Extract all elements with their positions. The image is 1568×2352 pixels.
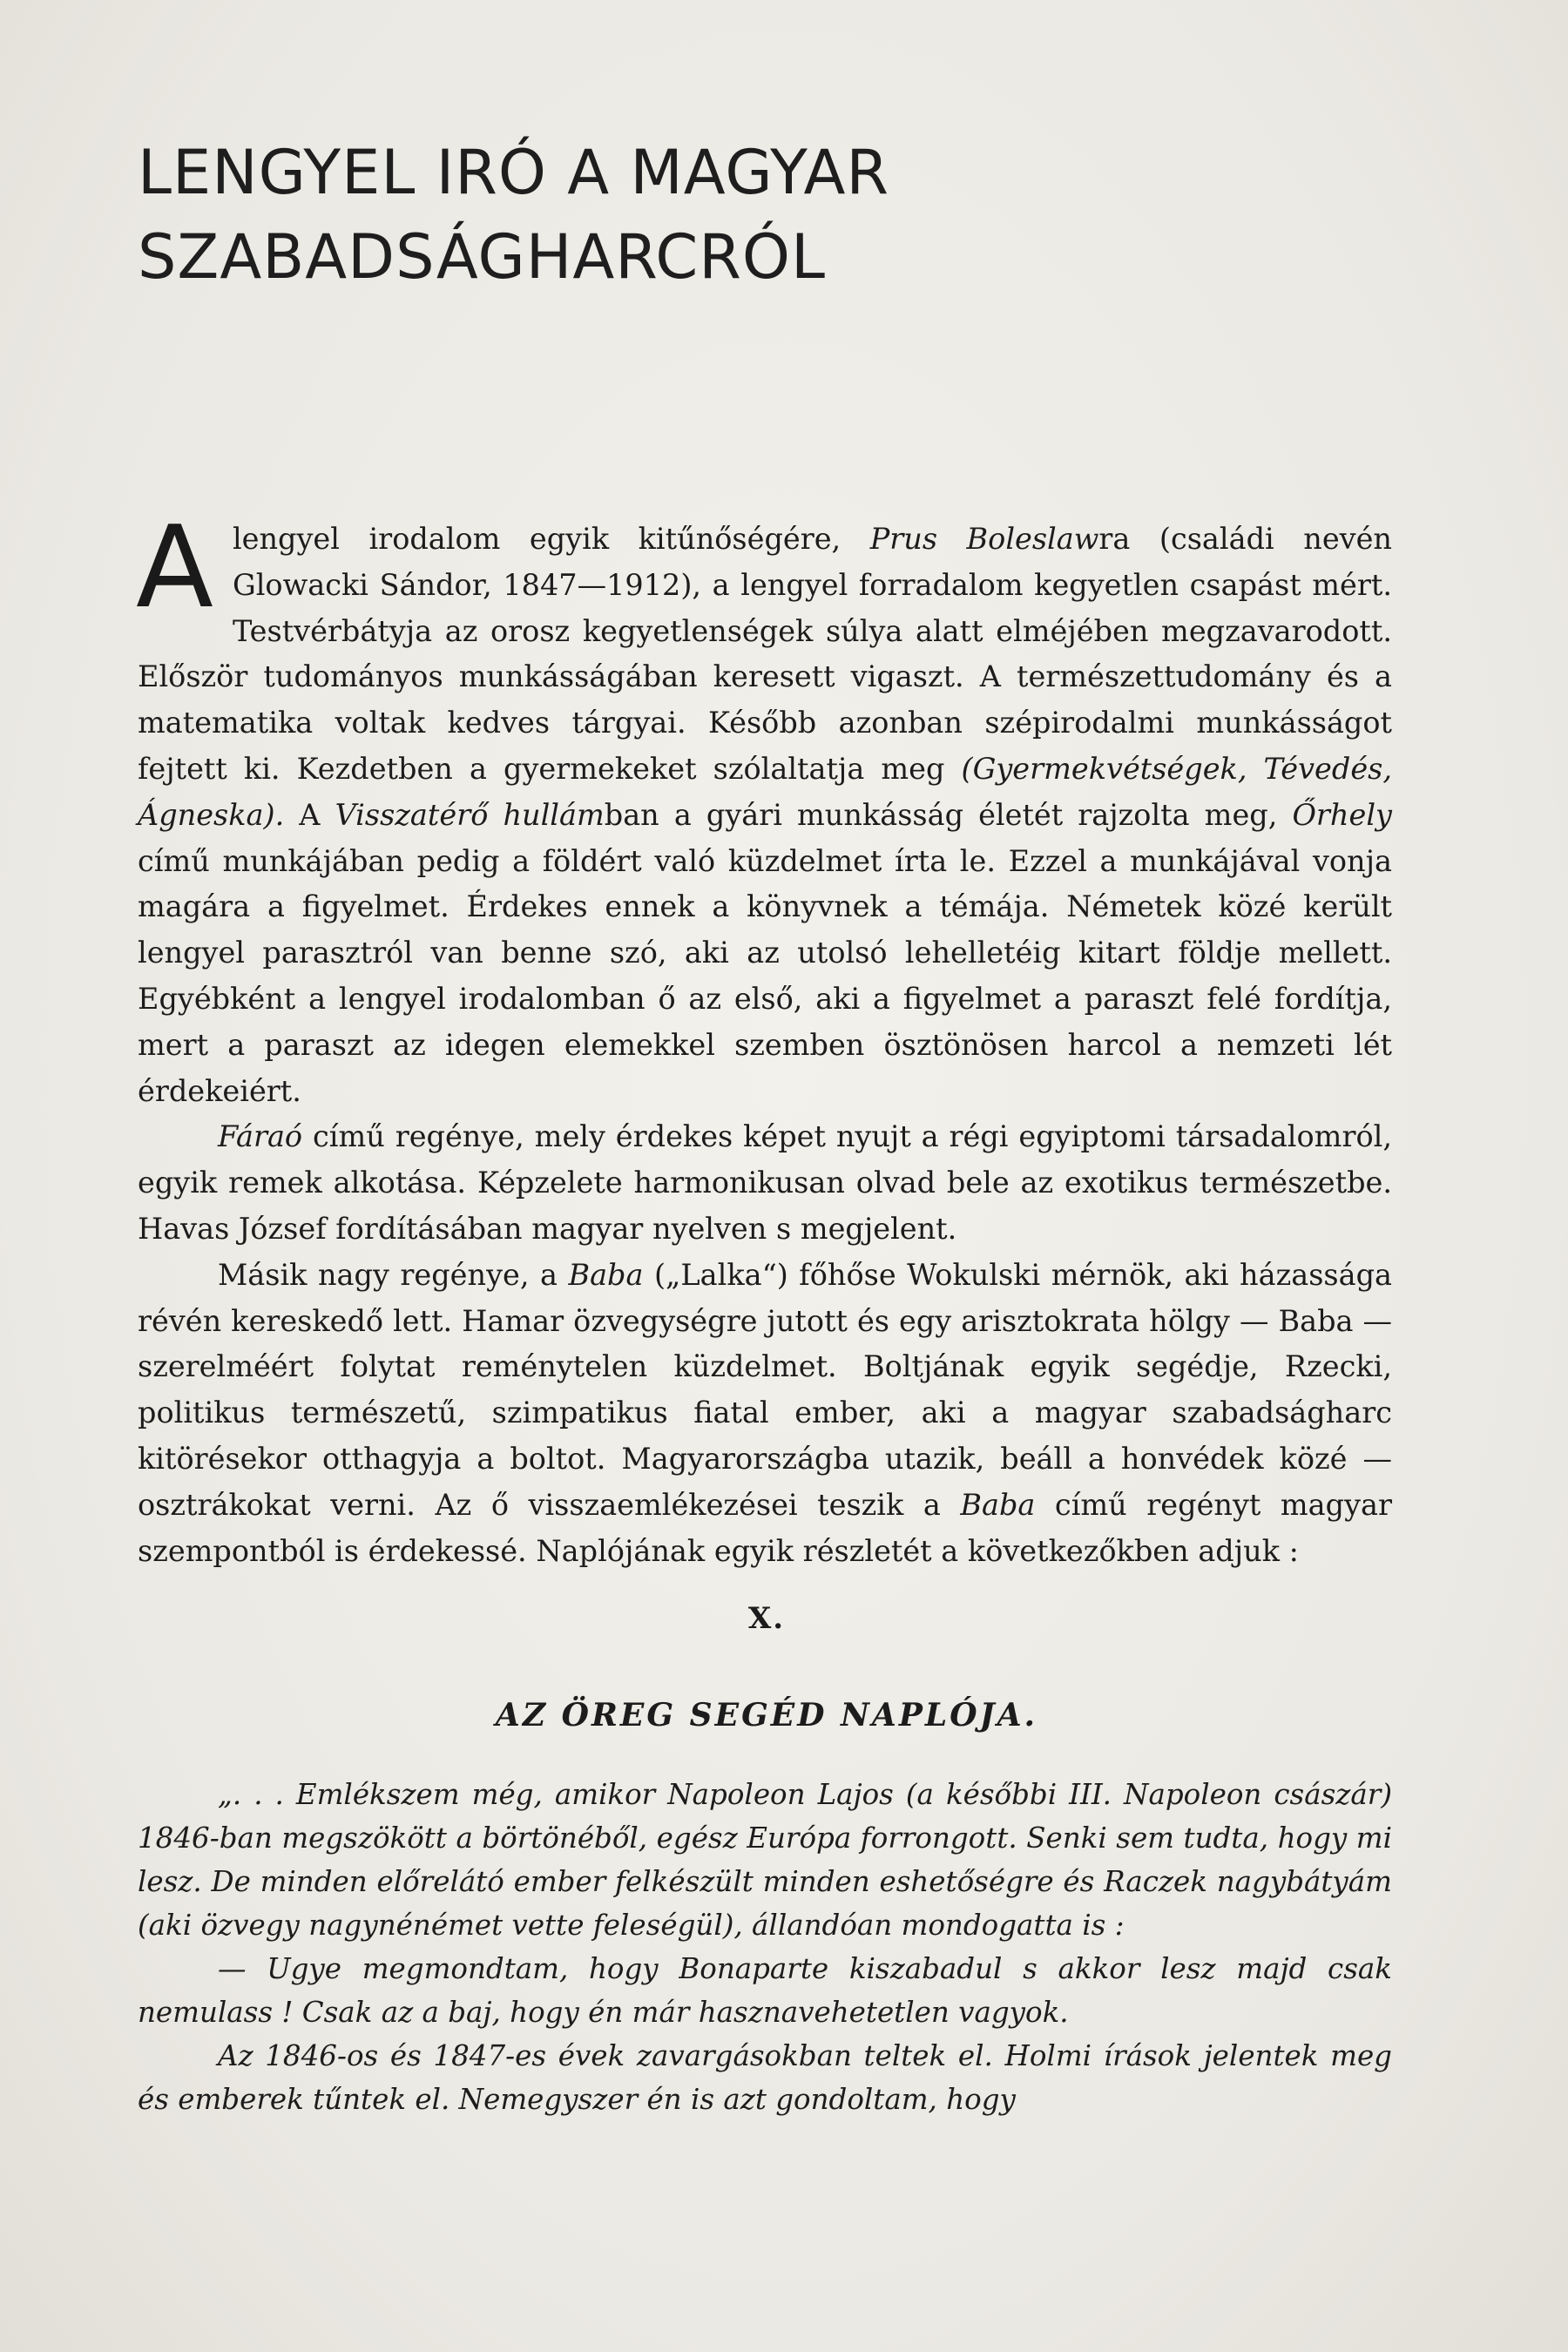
diary-excerpt — [138, 1773, 1392, 2121]
section-number: X. — [747, 1601, 786, 1636]
text-run: ban a gyári munkásság életét rajzolta meg, — [604, 797, 1293, 832]
title-line-2: SZABADSÁGHARCRÓL — [138, 221, 826, 293]
text-run: ra (családi nevén Glowacki Sándor, 1847—1912), a lengyel forradalom kegyetlen csapást mért. Testvérbátyja az orosz kegyetlenségek súlya alatt elméjében megzavarodott. Először tudományos munkásságában keresett vigaszt. A természettudomány és a matematika voltak kedves tárgyai. Később azonban szépirodalmi munkásságot fejtett ki. Kezdetben a gyermekeket szólaltatja meg — [138, 522, 1392, 786]
work-title-orhely: Őrhely — [1292, 797, 1392, 832]
diary-paragraph: Az 1846-os és 1847-es évek zavargásokban teltek el. Holmi írások jelentek meg és emberek tűntek el. Nemegyszer én is azt gondoltam, hogy — [138, 2039, 1392, 2116]
work-title-baba: Baba — [568, 1257, 644, 1292]
work-title-visszatero: Visszatérő hullám — [335, 797, 605, 832]
text-run: című munkájában pedig a földért való küzdelmet írta le. Ezzel a munkájával vonja magára a figyelmet. Érdekes ennek a könyvnek a témája. Németek közé került lengyel parasztról van benne szó, aki az utolsó lehelletéig kitart földje mellett. Egyébként a lengyel irodalomban ő az első, aki a figyelmet a paraszt felé fordítja, mert a paraszt az idegen elemekkel szemben ösztönösen harcol a nemzeti lét érdekeiért. — [138, 843, 1392, 1108]
text-run: lengyel irodalom egyik kitűnőségére, — [232, 522, 870, 556]
text-run: A — [284, 797, 335, 832]
paragraph-farao — [138, 1114, 1392, 1252]
text-run: („Lalka“) főhőse Wokulski mérnök, aki házassága révén kereskedő lett. Hamar özvegységre jutott és egy arisztokrata hölgy — Baba — szerelméért folytat reménytelen küzdelmet. Boltjának egyik segédje, Rzecki, politikus természetű, szimpatikus fiatal ember, aki a magyar szabadságharc kitörésekor otthagyja a boltot. Magyarországba utazik, beáll a honvédek közé — osztrákokat verni. Az ő visszaemlékezései teszik a — [138, 1257, 1392, 1522]
text-run: című regénye, mely érdekes képet nyujt a régi egyiptomi társadalomról, egyik remek alkotása. Képzelete harmonikusan olvad bele az exotikus természetbe. Havas József fordításában magyar nyelven s megjelent. — [138, 1119, 1392, 1246]
early-works-list: (Gyermekvétségek, Tévedés, Ágneska). — [138, 751, 1392, 832]
text-run: című regényt magyar szempontból is érdekessé. Naplójának egyik részletét a következőkben adjuk : — [138, 1487, 1392, 1568]
section-title: AZ ÖREG SEGÉD NAPLÓJA. — [495, 1697, 1038, 1734]
diary-paragraph: — Ugye megmondtam, hogy Bonaparte kiszabadul s akkor lesz majd csak nemulass ! Csak az a baj, hogy én már hasznavehetetlen vagyok. — [138, 1952, 1392, 2029]
work-title-baba-2: Baba — [960, 1487, 1036, 1522]
author-name: Prus Boleslaw — [869, 522, 1099, 556]
work-title-farao: Fáraó — [218, 1119, 303, 1154]
paragraph-baba — [138, 1253, 1392, 1575]
text-run: Másik nagy regénye, a — [218, 1257, 569, 1292]
article-title — [138, 131, 1270, 300]
drop-cap: A — [136, 501, 213, 633]
diary-paragraph: „. . . Emlékszem még, amikor Napoleon Lajos (a későbbi III. Napoleon császár) 1846-ban megszökött a börtönéből, egész Európa forrongott. Senki sem tudta, hogy mi lesz. De minden előrelátó ember felkészült minden eshetőségre és Raczek nagybátyám (aki özvegy nagynénémet vette feleségül), állandóan mondogatta is : — [138, 1778, 1392, 1942]
paragraph-intro — [136, 501, 1392, 1114]
title-line-1: LENGYEL IRÓ A MAGYAR — [138, 137, 890, 208]
article-body — [136, 501, 1392, 1574]
